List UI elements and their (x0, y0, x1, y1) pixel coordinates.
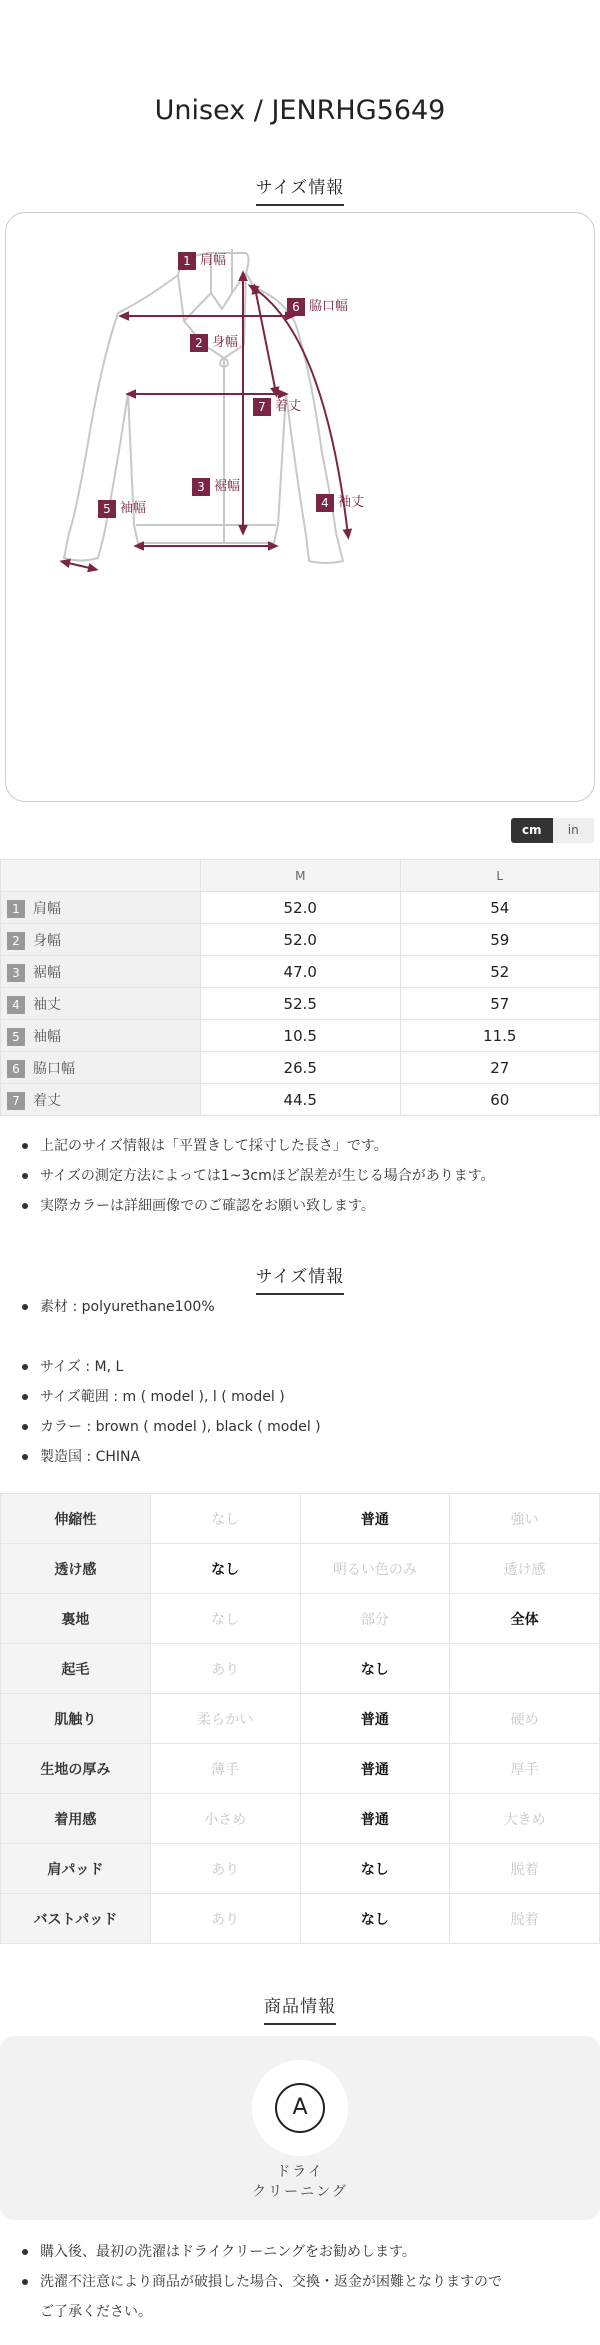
diagram-label-5: 5 袖幅 (98, 497, 146, 518)
fabric-option: なし (300, 1844, 450, 1894)
unit-in-button[interactable]: in (567, 823, 579, 837)
fabric-attribute-label: 肌触り (1, 1694, 151, 1744)
care-label: ドライ クリーニング (252, 2164, 348, 2200)
list-item: 素材 : polyurethane100% (22, 1292, 582, 1322)
care-box (0, 2036, 600, 2220)
size-table-header (1, 860, 600, 892)
dry-clean-icon: A (275, 2083, 325, 2133)
care-notes (22, 2237, 582, 2327)
list-item: サイズ : M, L (22, 1352, 582, 1382)
table-row: 1 肩幅 52.0 54 (1, 892, 600, 924)
fabric-option: あり (150, 1894, 300, 1944)
diagram-label-2: 2 身幅 (190, 331, 238, 352)
fabric-option: 普通 (300, 1744, 450, 1794)
product-details-list (22, 1352, 582, 1472)
table-row (1, 1744, 600, 1794)
table-row (1, 1644, 600, 1694)
size-header-l: L (400, 860, 600, 892)
table-row: 5 袖幅 10.5 11.5 (1, 1020, 600, 1052)
list-item: 購入後、最初の洗濯はドライクリーニングをお勧めします。 (22, 2237, 582, 2267)
fabric-option: 脱着 (450, 1844, 600, 1894)
list-item: カラー : brown ( model ), black ( model ) (22, 1412, 582, 1442)
fabric-option: 透け感 (450, 1544, 600, 1594)
table-row (1, 1594, 600, 1644)
table-row (1, 1844, 600, 1894)
fabric-option: 普通 (300, 1694, 450, 1744)
table-row: 2 身幅 52.0 59 (1, 924, 600, 956)
fabric-option: 強い (450, 1494, 600, 1544)
list-item: 実際カラーは詳細画像でのご確認をお願い致します。 (22, 1191, 582, 1221)
fabric-option: 硬め (450, 1694, 600, 1744)
fabric-attribute-label: 肩パッド (1, 1844, 151, 1894)
fabric-option: 部分 (300, 1594, 450, 1644)
fabric-option: 薄手 (150, 1744, 300, 1794)
diagram-label-7: 7 着丈 (253, 395, 301, 416)
fabric-option: なし (300, 1644, 450, 1694)
list-item: 上記のサイズ情報は「平置きして採寸した長さ」です。 (22, 1131, 582, 1161)
fabric-option: なし (300, 1894, 450, 1944)
fabric-option: なし (150, 1494, 300, 1544)
fabric-option: 大きめ (450, 1794, 600, 1844)
diagram-label-1: 1 肩幅 (178, 249, 226, 270)
fabric-option: 普通 (300, 1494, 450, 1544)
fabric-attribute-label: 透け感 (1, 1544, 151, 1594)
fabric-option: あり (150, 1844, 300, 1894)
table-row (1, 1694, 600, 1744)
fabric-option: 脱着 (450, 1894, 600, 1944)
fabric-option (450, 1644, 600, 1694)
size-info-heading: サイズ情報 (0, 173, 600, 206)
fabric-attributes-table (0, 1493, 600, 1944)
size-notes (22, 1131, 582, 1221)
table-row (1, 1494, 600, 1544)
fabric-attribute-label: 生地の厚み (1, 1744, 151, 1794)
product-title: Unisex / JENRHG5649 (154, 95, 446, 126)
care-symbol-circle (252, 2060, 348, 2156)
fabric-attribute-label: 裏地 (1, 1594, 151, 1644)
list-item: ご了承ください。 (40, 2304, 152, 2320)
size-diagram (5, 212, 595, 802)
fabric-attribute-label: バストパッド (1, 1894, 151, 1944)
fabric-option: 普通 (300, 1794, 450, 1844)
fabric-attribute-label: 着用感 (1, 1794, 151, 1844)
fabric-option: なし (150, 1594, 300, 1644)
diagram-label-4: 4 袖丈 (316, 491, 364, 512)
fabric-option: なし (150, 1544, 300, 1594)
unit-cm-button[interactable]: cm (511, 818, 553, 843)
size-header-m: M (201, 860, 401, 892)
list-item: 洗濯不注意により商品が破損した場合、交換・返金が困難となりますので (22, 2267, 582, 2297)
table-row: 3 裾幅 47.0 52 (1, 956, 600, 988)
table-row (1, 1544, 600, 1594)
list-item: 製造国 : CHINA (22, 1442, 582, 1472)
fabric-option: 小さめ (150, 1794, 300, 1844)
size-table (0, 859, 600, 1116)
table-row (1, 1794, 600, 1844)
table-row (1, 1894, 600, 1944)
fabric-attribute-label: 伸縮性 (1, 1494, 151, 1544)
table-row: 6 脇口幅 26.5 27 (1, 1052, 600, 1084)
material-list (22, 1292, 582, 1322)
list-item: サイズ範囲 : m ( model ), l ( model ) (22, 1382, 582, 1412)
fabric-option: 全体 (450, 1594, 600, 1644)
fabric-option: あり (150, 1644, 300, 1694)
table-row: 4 袖丈 52.5 57 (1, 988, 600, 1020)
fabric-option: 厚手 (450, 1744, 600, 1794)
table-row: 7 着丈 44.5 60 (1, 1084, 600, 1116)
product-info-heading: 商品情報 (0, 1992, 600, 2025)
unit-toggle[interactable] (511, 818, 594, 843)
material-heading: サイズ情報 (0, 1262, 600, 1295)
fabric-attribute-label: 起毛 (1, 1644, 151, 1694)
diagram-label-6: 6 脇口幅 (287, 295, 348, 316)
diagram-label-3: 3 裾幅 (192, 475, 240, 496)
size-header-label (1, 860, 201, 892)
fabric-option: 柔らかい (150, 1694, 300, 1744)
list-item: サイズの測定方法によっては1~3cmほど誤差が生じる場合があります。 (22, 1161, 582, 1191)
fabric-option: 明るい色のみ (300, 1544, 450, 1594)
